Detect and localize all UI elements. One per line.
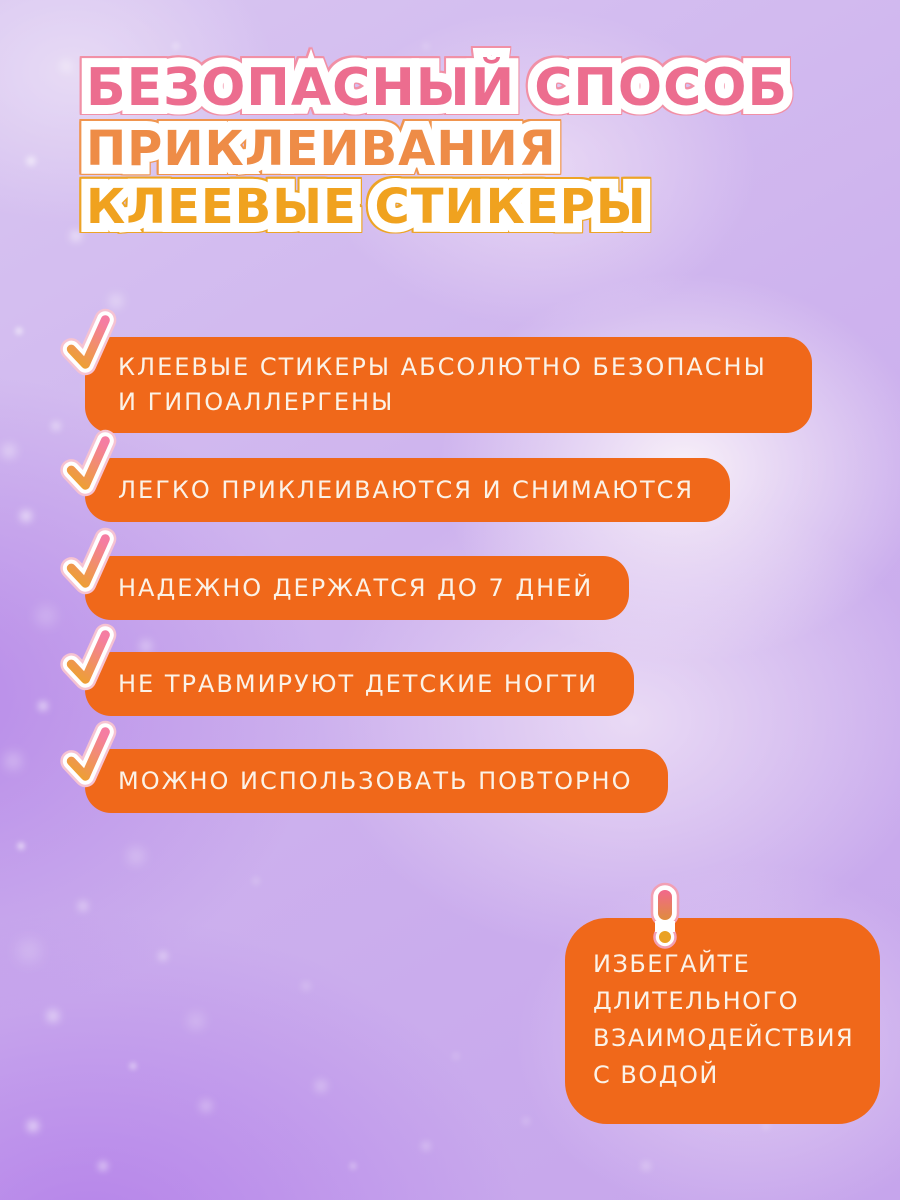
benefit-label: ЛЕГКО ПРИКЛЕИВАЮТСЯ И СНИМАЮТСЯ <box>118 475 695 504</box>
benefit-label: МОЖНО ИСПОЛЬЗОВАТЬ ПОВТОРНО <box>118 766 633 795</box>
benefit-box <box>85 749 668 813</box>
benefit-item <box>85 652 634 716</box>
check-icon <box>55 718 122 794</box>
benefit-label: НАДЕЖНО ДЕРЖАТСЯ ДО 7 ДНЕЙ <box>118 573 594 602</box>
title-line-1-text: БЕЗОПАСНЫЙ СПОСОБ БЕЗОПАСНЫЙ СПОСОБ <box>86 56 788 120</box>
check-icon <box>55 427 122 503</box>
check-icon <box>55 525 122 601</box>
benefit-box <box>85 337 812 433</box>
exclamation-icon <box>645 881 685 949</box>
benefit-box <box>85 556 629 620</box>
benefit-box <box>85 652 634 716</box>
warning-box <box>565 918 880 1124</box>
check-icon <box>55 306 122 382</box>
title-line-3-text: КЛЕЕВЫЕ СТИКЕРЫ КЛЕЕВЫЕ СТИКЕРЫ <box>86 178 647 236</box>
title-line-2 <box>86 120 788 178</box>
benefit-label: КЛЕЕВЫЕ СТИКЕРЫ АБСОЛЮТНО БЕЗОПАСНЫ И ГИПОАЛЛЕРГЕНЫ <box>118 353 767 416</box>
benefit-item <box>85 556 629 620</box>
title-line-1 <box>86 56 788 120</box>
check-icon <box>55 621 122 697</box>
benefit-item <box>85 749 668 813</box>
title-line-2-text: ПРИКЛЕИВАНИЯ ПРИКЛЕИВАНИЯ <box>86 120 557 178</box>
benefit-label: НЕ ТРАВМИРУЮТ ДЕТСКИЕ НОГТИ <box>118 669 599 698</box>
benefit-box <box>85 458 730 522</box>
warning-text: ИЗБЕГАЙТЕ ДЛИТЕЛЬНОГО ВЗАИМОДЕЙСТВИЯ С ВОДОЙ <box>593 950 855 1089</box>
benefit-item <box>85 458 730 522</box>
benefit-item <box>85 337 812 433</box>
title-line-3 <box>86 178 788 236</box>
page-title <box>86 56 788 236</box>
